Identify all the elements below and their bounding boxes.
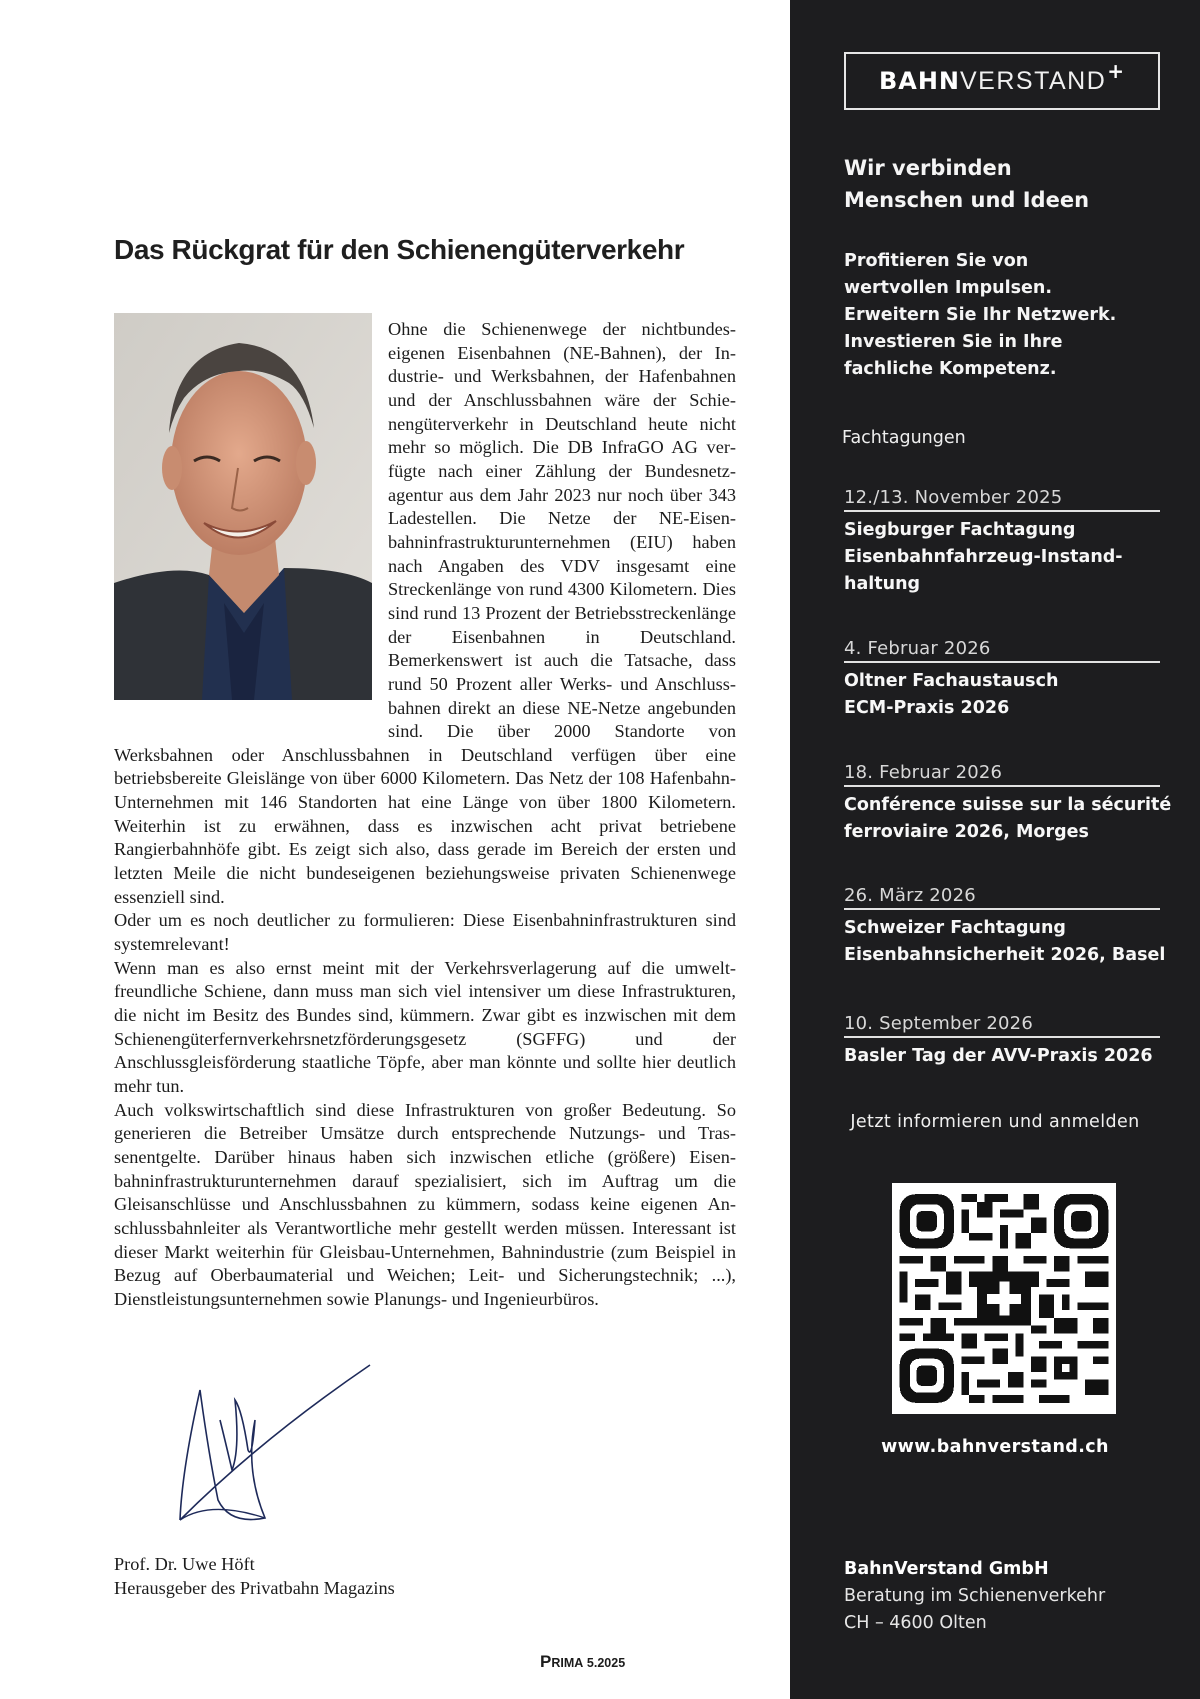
event-item [844,762,1172,846]
article-paragraph: Auch volkswirtschaftlich sind diese Infrastrukturen von großer Bedeutung. So generieren die Betreiber Umsätze durch entsprechende Nutzungs- und Trassenentgelte. Darüber hinaus haben sich inzwischen etliche (größere) Eisenbahninfrastrukturunternehmen darauf spezialisiert, sich im Auftrag um die Gleisanschlüsse und Anschlussbahnen zu kümmern, sodass keine eigenen Anschlussbahnleiter als Verantwortliche mehr gestellt werden müssen. Interessant ist dieser Markt weiterhin für Gleisbau-Unternehmen, Bahnindustrie (zum Beispiel in Bezug auf Oberbaumaterial und Weichen; Leit- und Sicherungstechnik; ...), Dienstleistungsunternehmen sowie Planungs- und Ingenieurbüros. [114,1099,736,1309]
author-name: Prof. Dr. Uwe Höft [114,1554,255,1574]
article-paragraph: Wenn man es also ernst meint mit der Verkehrsverlagerung auf die umweltfreundliche Schiene, dann muss man sich viel intensiver um diese Infrastrukturen, die nicht im Besitz des Bundes sind, kümmern. Zwar gibt es inzwischen mit dem Schienengüterfernverkehrsnetzförderungsgesetz (SGFFG) und der Anschlussgleisförderung staatliche Töpfe, aber man könnte und sollte hier deutlich mehr tun. [114,957,736,1096]
benefit-line: wertvollen Impulsen. [844,278,1053,298]
event-title [844,517,1160,598]
footer-brand-rest: RIMA [551,1656,584,1670]
event-title-line: Eisenbahnfahrzeug-Instand- [844,547,1123,567]
signature-icon [170,1350,390,1530]
event-title [844,1043,1160,1070]
panel-benefits [844,248,1116,383]
logo-light-text: VERSTAND [960,66,1107,95]
benefit-line: Profitieren Sie von [844,251,1029,271]
event-title-line: ferroviaire 2026, Morges [844,822,1089,842]
article-headline: Das Rückgrat für den Schienengüterverkehr [114,234,685,265]
author-block [114,1552,395,1600]
event-title-line: Siegburger Fachtagung [844,520,1076,540]
tagline-line: Menschen und Ideen [844,188,1090,212]
event-title-line: Basler Tag der AVV-Praxis 2026 [844,1046,1153,1066]
event-title [844,792,1172,846]
qr-code-icon[interactable] [892,1183,1116,1414]
issue-footer [540,1652,625,1672]
event-title-line: ECM-Praxis 2026 [844,698,1010,718]
event-title-line: Eisenbahnsicherheit 2026, Basel [844,945,1166,965]
website-link[interactable]: www.bahnverstand.ch [881,1437,1109,1457]
event-item [844,487,1160,598]
article-paragraph: Oder um es noch deutlicher zu formulieren: Diese Eisenbahninfrastrukturen sind systemrelevant! [114,910,736,955]
event-title-line: Schweizer Fachtagung [844,918,1066,938]
company-tagline: Beratung im Schienenverkehr [844,1586,1106,1606]
event-item [844,638,1160,722]
event-date: 18. Februar 2026 [844,762,1160,787]
footer-brand-initial: P [540,1652,552,1671]
benefit-line: Erweitern Sie Ihr Netzwerk. [844,305,1117,325]
events-section-label: Fachtagungen [842,428,966,448]
benefit-line: fachliche Kompetenz. [844,359,1057,379]
photo-text-wrap-spacer [114,318,388,742]
article-body [114,318,736,1312]
event-item [844,885,1166,969]
event-date: 12./13. November 2025 [844,487,1160,512]
event-item [844,1013,1160,1070]
event-title-line: Oltner Fachaustausch [844,671,1059,691]
event-title [844,668,1160,722]
benefit-line: Investieren Sie in Ihre [844,332,1063,352]
article-paragraph: Ohne die Schienenwege der nichtbundeseigenen Eisenbahnen (NE-Bahnen), der Industrie- und Werksbahnen, der Hafenbahnen und der Anschlussbahnen wäre der Schienengüterverkehr in Deutschland heute nicht mehr so möglich. Die DB InfraGO AG verfügte nach einer Zählung der Bundesnetzagentur aus dem Jahr 2023 nur noch über 343 Ladestellen. Die Netze der NE-Eisenbahninfrastrukturunternehmen (EIU) haben nach Angaben des VDV insgesamt eine Streckenlänge von rund 4300 Kilometern. Dies sind rund 13 Prozent der Betriebsstreckenlänge der Eisenbahnen in Deutschland. Bemerkenswert ist auch die Tatsache, dass rund 50 Prozent aller Werks- und Anschlussbahnen direkt an diese NE-Netze angebunden sind. Die über 2000 Standorte von Werksbahnen oder Anschlussbahnen in Deutschland verfügen über eine betriebsbereite Gleislänge von über 6000 Kilometern. Das Netz der 108 Hafenbahn-Unternehmen mit 146 Standorten hat eine Länge von über 1800 Kilometern. Weiterhin ist zu erwähnen, dass es inzwischen acht privat betriebene Rangierbahnhöfe gibt. Es zeigt sich also, dass gerade im Bereich der ersten und letzten Meile die nicht bundeseigenen beziehungsweise privaten Schienenwege essenziell sind. [114,319,736,907]
register-cta: Jetzt informieren und anmelden [850,1112,1140,1132]
panel-tagline [844,152,1089,216]
event-date: 26. März 2026 [844,885,1160,910]
event-title [844,915,1166,969]
event-date: 4. Februar 2026 [844,638,1160,663]
logo-bold-text: BAHN [878,67,960,95]
bahnverstand-logo [844,52,1160,110]
author-role: Herausgeber des Privatbahn Magazins [114,1578,395,1598]
footer-issue: 5.2025 [586,1656,626,1670]
event-title-line: Conférence suisse sur la sécurité [844,795,1172,815]
bahnverstand-ad-panel [790,0,1200,1699]
company-address: CH – 4600 Olten [844,1613,987,1633]
event-date: 10. September 2026 [844,1013,1160,1038]
tagline-line: Wir verbinden [844,156,1012,180]
event-title-line: haltung [844,574,921,594]
company-name: BahnVerstand GmbH [844,1559,1049,1579]
plus-icon: + [1107,59,1126,83]
company-info [844,1556,1105,1637]
